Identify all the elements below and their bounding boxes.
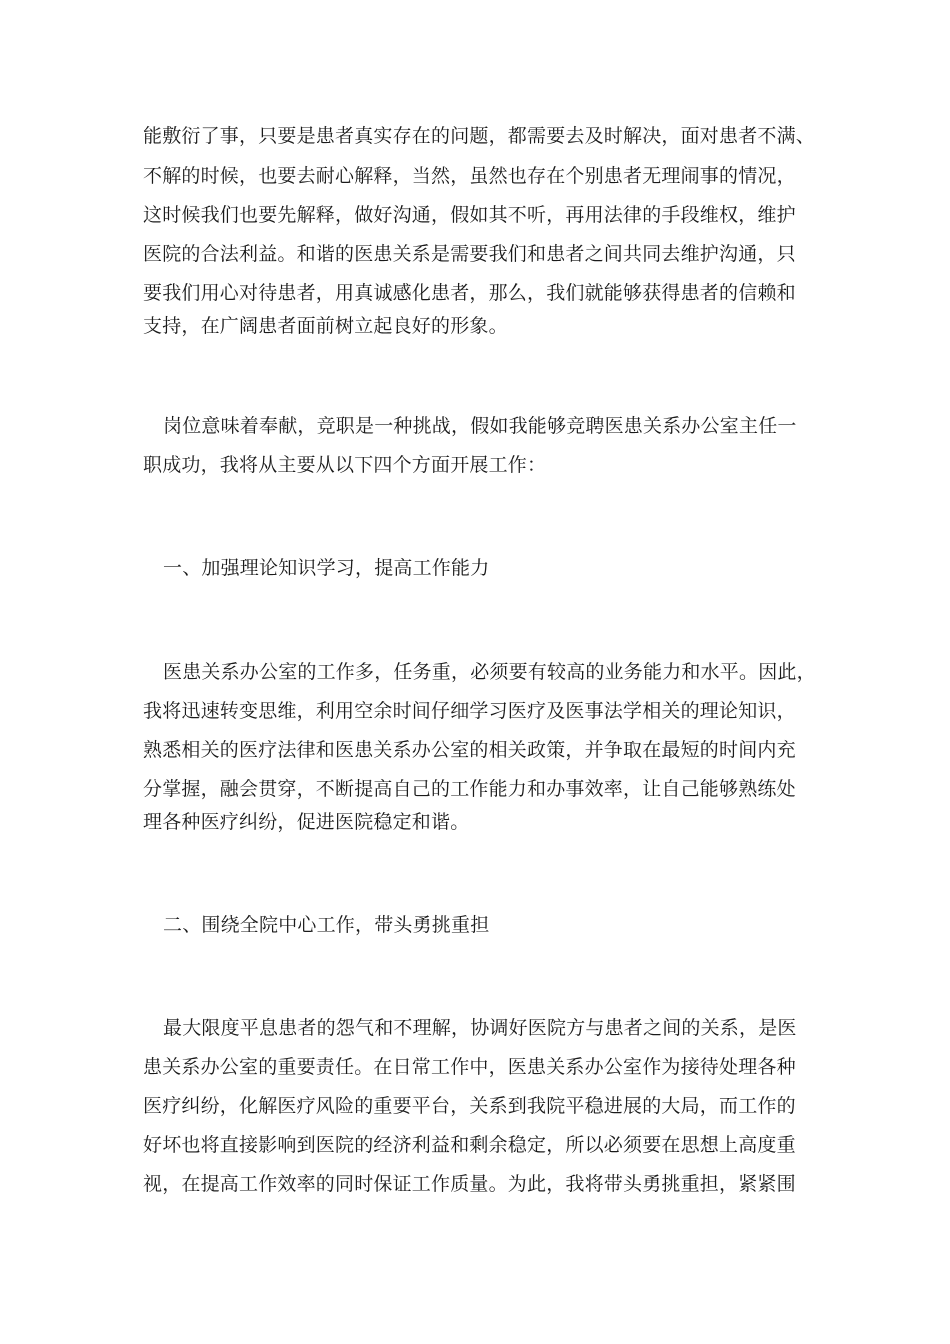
paragraph-line: 要我们用心对待患者，用真诚感化患者，那么，我们就能够获得患者的信赖和 <box>143 282 796 304</box>
paragraph-line: 视，在提高工作效率的同时保证工作质量。为此，我将带头勇挑重担，紧紧围 <box>143 1173 796 1195</box>
paragraph-line: 理各种医疗纠纷，促进医院稳定和谐。 <box>143 811 470 833</box>
paragraph-line: 好坏也将直接影响到医院的经济利益和剩余稳定，所以必须要在思想上高度重 <box>143 1134 796 1156</box>
paragraph-line: 这时候我们也要先解释，做好沟通，假如其不听，再用法律的手段维权，维护 <box>143 204 796 226</box>
paragraph-line: 不解的时候，也要去耐心解释，当然，虽然也存在个别患者无理闹事的情况， <box>143 165 796 187</box>
paragraph-line: 医院的合法利益。和谐的医患关系是需要我们和患者之间共同去维护沟通，只 <box>143 243 796 265</box>
paragraph-line: 熟悉相关的医疗法律和医患关系办公室的相关政策，并争取在最短的时间内充 <box>143 739 796 761</box>
paragraph-line: 支持，在广阔患者面前树立起良好的形象。 <box>143 315 508 337</box>
paragraph-line: 患关系办公室的重要责任。在日常工作中，医患关系办公室作为接待处理各种 <box>143 1056 796 1078</box>
paragraph-line: 我将迅速转变思维，利用空余时间仔细学习医疗及医事法学相关的理论知识， <box>143 700 796 722</box>
section-heading: 二、围绕全院中心工作，带头勇挑重担 <box>163 914 490 936</box>
paragraph-line: 医患关系办公室的工作多，任务重，必须要有较高的业务能力和水平。因此， <box>163 661 816 683</box>
paragraph-line: 职成功，我将从主要从以下四个方面开展工作： <box>143 454 547 476</box>
section-heading: 一、加强理论知识学习，提高工作能力 <box>163 557 490 579</box>
paragraph-line: 最大限度平息患者的怨气和不理解，协调好医院方与患者之间的关系，是医 <box>163 1017 797 1039</box>
paragraph-line: 医疗纠纷，化解医疗风险的重要平台，关系到我院平稳进展的大局，而工作的 <box>143 1095 796 1117</box>
paragraph-line: 分掌握，融会贯穿，不断提高自己的工作能力和办事效率，让自己能够熟练处 <box>143 778 796 800</box>
paragraph-line: 能敷衍了事，只要是患者真实存在的问题，都需要去及时解决，面对患者不满、 <box>143 125 816 147</box>
paragraph-line: 岗位意味着奉献，竞职是一种挑战，假如我能够竞聘医患关系办公室主任一 <box>163 415 797 437</box>
